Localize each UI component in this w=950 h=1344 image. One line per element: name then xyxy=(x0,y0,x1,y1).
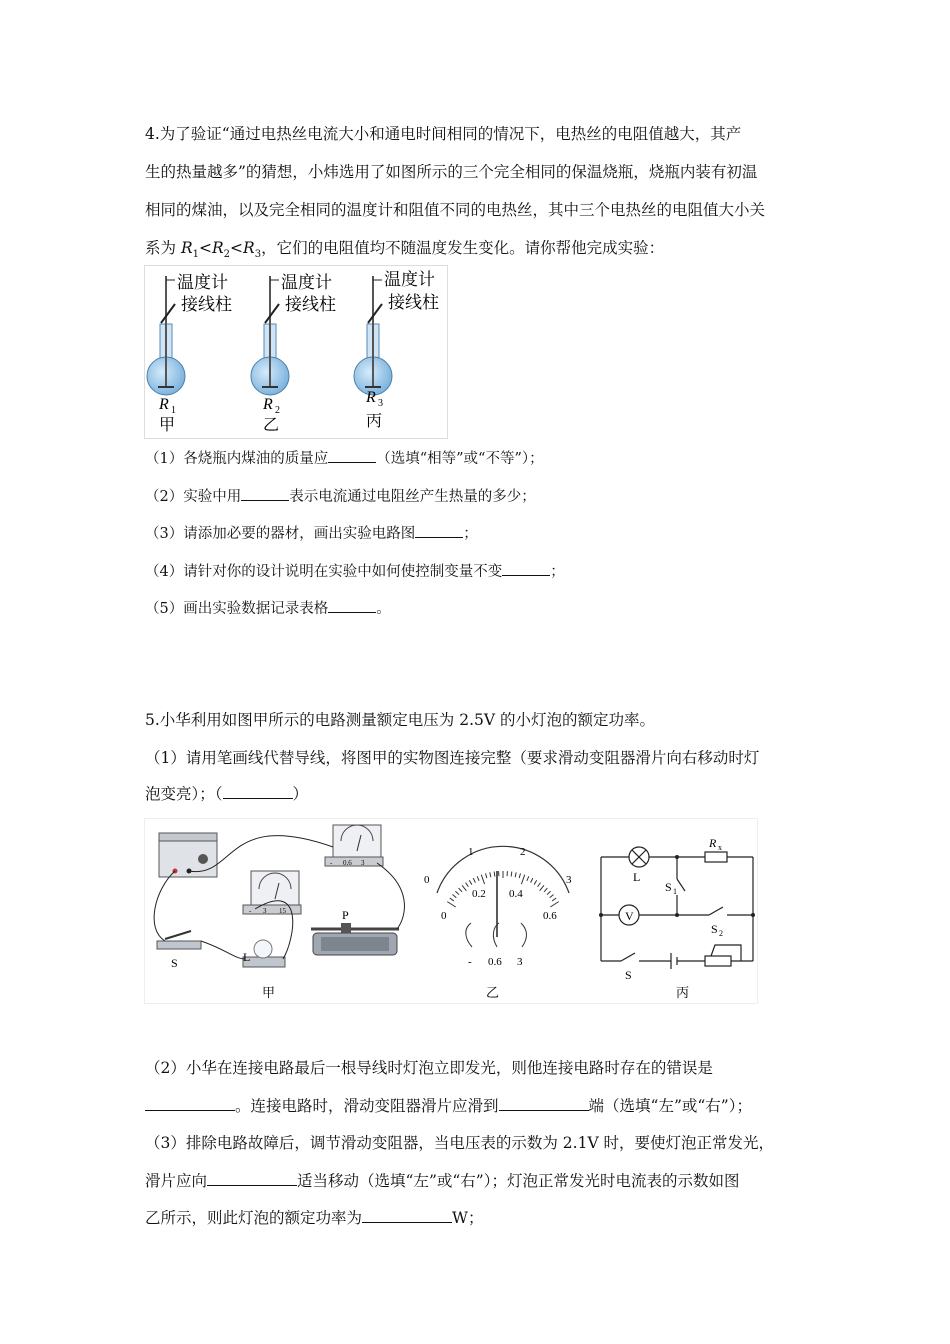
flask-1-sub: 1 xyxy=(171,405,176,416)
thermometer-label-3: 温度计 xyxy=(384,270,435,289)
answer-blank[interactable] xyxy=(207,1171,297,1186)
q5-part-3-line-2: 滑片应向 适当移动（选填“左”或“右”）；灯泡正常发光时电流表的示数如图 xyxy=(145,1172,740,1190)
svg-text:3: 3 xyxy=(263,907,267,915)
answer-blank[interactable] xyxy=(499,1096,589,1111)
q4-sub-1: （1）各烧瓶内煤油的质量应 （选填“相等”或“不等”）； xyxy=(145,448,544,469)
dial-top-0: 0 xyxy=(424,874,430,886)
dial-tick xyxy=(481,875,484,884)
q5-part-2-line-1: （2）小华在连接电路最后一根导线时灯泡立即发光，则他连接电路时存在的错误是 xyxy=(145,1059,713,1077)
q4-sub-5: （5）画出实验数据记录表格 。 xyxy=(145,598,391,619)
flask-yi xyxy=(251,276,289,395)
bing-s-label: S xyxy=(625,968,632,982)
dial-tick xyxy=(544,888,547,892)
answer-blank[interactable] xyxy=(145,1096,235,1111)
answer-blank[interactable] xyxy=(415,523,463,538)
dial-tick xyxy=(453,895,457,898)
flask-2-sub: 2 xyxy=(275,405,280,416)
dial-tick xyxy=(515,872,516,877)
dial-tick xyxy=(462,885,466,890)
dial-top-2: 2 xyxy=(520,846,526,858)
dial-tick xyxy=(531,878,533,882)
answer-blank[interactable] xyxy=(328,448,376,463)
q4-number: 4. xyxy=(145,125,160,143)
dial-tick xyxy=(547,891,551,894)
thermometer-label-1: 温度计 xyxy=(177,273,228,292)
svg-text:2: 2 xyxy=(719,929,723,938)
dial-tick xyxy=(550,902,558,907)
flask-jia xyxy=(147,276,185,395)
q4-stem-line-2: 生的热量越多”的猜想，小炜选用了如图所示的三个完全相同的保温烧瓶，烧瓶内装有初温 xyxy=(145,163,758,181)
q5-circuit-figure xyxy=(144,818,758,1004)
dial-tick xyxy=(466,883,469,887)
q5-number: 5. xyxy=(145,711,160,729)
dial-bot-0: 0 xyxy=(441,910,447,922)
flask-1-r: R xyxy=(159,396,169,413)
q4-flask-figure xyxy=(144,265,448,439)
figure-bing xyxy=(601,847,753,969)
dial-tick xyxy=(459,888,462,892)
q5-part-3-line-3: 乙所示，则此灯泡的额定功率为 W； xyxy=(145,1209,484,1227)
bing-resistor-label: R xyxy=(709,836,717,850)
dial-tick xyxy=(538,883,541,887)
terminal-label-3: 接线柱 xyxy=(388,293,439,312)
answer-blank[interactable] xyxy=(241,486,289,501)
q4-stem-line-3: 相同的煤油，以及完全相同的温度计和阻值不同的电热丝，其中三个电热丝的电阻值大小关 xyxy=(145,201,766,219)
dial-terminal-0: - xyxy=(468,956,472,968)
figure-jia xyxy=(154,825,404,1000)
flask-3-r: R xyxy=(366,389,376,406)
bing-s2-label: S xyxy=(711,922,718,936)
dial-tick xyxy=(486,873,487,878)
jia-caption: 甲 xyxy=(262,985,276,1000)
dial-tick xyxy=(469,880,472,884)
flask-bing xyxy=(354,276,392,395)
dial-tick xyxy=(447,902,455,907)
answer-blank[interactable] xyxy=(502,561,550,576)
dial-tick xyxy=(521,875,524,884)
svg-text:3: 3 xyxy=(361,859,365,867)
svg-text:0.6: 0.6 xyxy=(343,859,352,867)
q5-part-1-line-1: （1）请用笔画线代替导线，将图甲的实物图连接完整（要求滑动变阻器滑片向右移动时灯 xyxy=(145,749,760,767)
dial-tick xyxy=(527,876,529,881)
dial-tick xyxy=(552,898,556,901)
dial-tick xyxy=(550,895,554,898)
terminal-label-1: 接线柱 xyxy=(181,295,232,314)
dial-tick xyxy=(540,885,544,890)
dial-tick xyxy=(490,872,491,877)
flask-1-name: 甲 xyxy=(159,417,176,434)
q4-sub-4: （4）请针对你的设计说明在实验中如何使控制变量不变 ； xyxy=(145,561,565,582)
bing-lamp-label: L xyxy=(633,870,641,884)
bing-voltmeter-label: V xyxy=(625,909,634,923)
q5-part-2-line-2: 。连接电路时，滑动变阻器滑片应滑到 端（选填“左”或“右”）； xyxy=(145,1096,752,1116)
dial-tick xyxy=(534,880,537,884)
dial-tick xyxy=(473,878,475,882)
answer-blank[interactable] xyxy=(328,598,376,613)
thermometer-label-2: 温度计 xyxy=(281,273,332,292)
answer-blank[interactable] xyxy=(223,784,293,799)
yi-caption: 乙 xyxy=(486,985,500,1000)
jia-slider-label: P xyxy=(342,908,349,922)
terminal-label-2: 接线柱 xyxy=(285,295,336,314)
svg-text:1: 1 xyxy=(673,887,677,896)
svg-text:-: - xyxy=(249,907,252,915)
flask-3-sub: 3 xyxy=(378,398,383,409)
q4-stem-line-4: 系为 $R_1<R_2<R_3$，它们的电阻值均不随温度发生变化。请你帮他完成实验： xyxy=(145,239,665,260)
answer-blank[interactable] xyxy=(362,1208,452,1223)
svg-text:15: 15 xyxy=(279,907,286,915)
q5-stem: 5.小华利用如图甲所示的电路测量额定电压为 2.5V 的小灯泡的额定功率。 xyxy=(145,711,655,729)
jia-lamp-label: L xyxy=(243,950,251,964)
bing-caption: 丙 xyxy=(676,985,690,1000)
dial-top-1: 1 xyxy=(468,846,474,858)
dial-bot-3: 0.6 xyxy=(543,910,557,922)
dial-tick xyxy=(494,872,495,877)
dial-terminal-1: 0.6 xyxy=(488,956,502,968)
flask-2-name: 乙 xyxy=(263,417,280,434)
q5-part-1-line-2: 泡变亮）；（ ） xyxy=(145,785,309,803)
jia-switch-label: S xyxy=(171,956,178,970)
dial-tick xyxy=(450,898,454,901)
flask-3-name: 丙 xyxy=(366,413,383,430)
bing-s1-label: S xyxy=(665,880,672,894)
svg-text:x: x xyxy=(718,843,722,852)
svg-text:-: - xyxy=(330,859,333,867)
q4-sub-3: （3）请添加必要的器材，画出实验电路图 ； xyxy=(145,523,478,544)
dial-tick xyxy=(519,873,520,878)
dial-tick xyxy=(477,876,479,881)
q4-sub-2: （2）实验中用 表示电流通过电阻丝产生热量的多少； xyxy=(145,486,536,507)
dial-bot-1: 0.2 xyxy=(472,888,486,900)
q4-stem-line-1: 4.为了验证“通过电热丝电流大小和通电时间相同的情况下，电热丝的电阻值越大，其产 xyxy=(145,125,742,143)
dial-tick xyxy=(455,891,459,894)
dial-terminal-2: 3 xyxy=(517,956,523,968)
q5-part-3-line-1: （3）排除电路故障后，调节滑动变阻器，当电压表的示数为 2.1V 时，要使灯泡正常发光， xyxy=(145,1134,775,1152)
dial-bot-2: 0.4 xyxy=(509,888,523,900)
figure-yi xyxy=(424,846,572,1000)
flask-2-r: R xyxy=(263,396,273,413)
dial-tick xyxy=(511,872,512,877)
dial-top-3: 3 xyxy=(566,874,572,886)
